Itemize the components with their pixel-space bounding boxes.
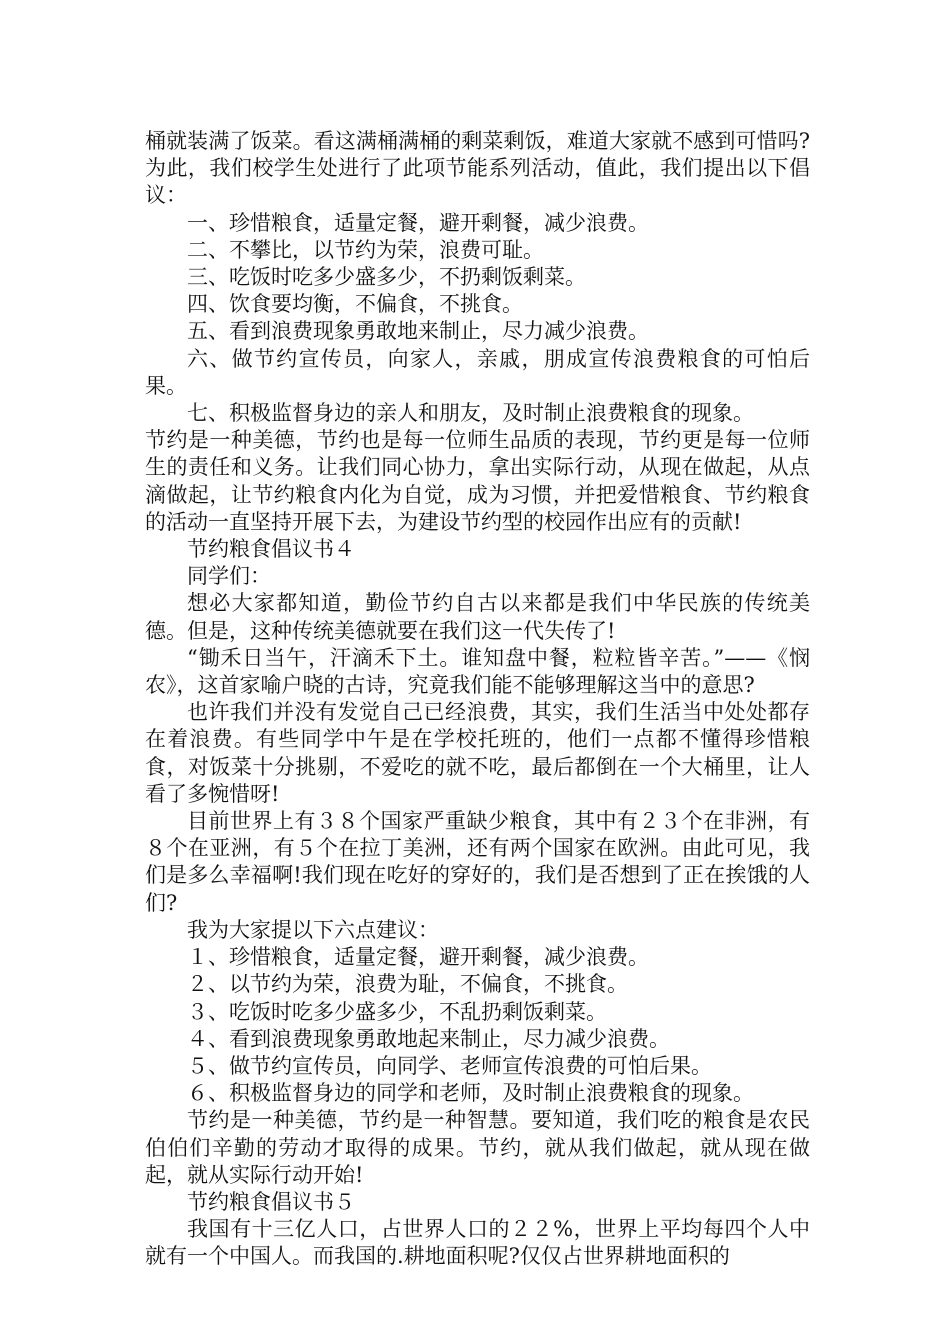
paragraph-13: “锄禾日当午，汗滴禾下土。谁知盘中餐，粒粒皆辛苦。”——《悯农》，这首家喻户晓的古诗，究竟我们能不能够理解这当中的意思? bbox=[145, 645, 810, 698]
section-heading-4: 节约粮食倡议书４ bbox=[187, 537, 355, 562]
salutation: 同学们： bbox=[187, 564, 271, 589]
paragraph-7: 六、做节约宣传员，向家人，亲戚，朋成宣传浪费粮食的可怕后果。 bbox=[145, 346, 810, 398]
paragraph-1: 桶就装满了饭菜。看这满桶满桶的剩菜剩饭，难道大家就不感到可惜吗?为此，我们校学生处进行了此项节能系列活动，值此，我们提出以下倡议： bbox=[145, 129, 810, 208]
document-body bbox=[145, 128, 810, 1271]
paragraph-4: 三、吃饭时吃多少盛多少，不扔剩饭剩菜。 bbox=[187, 265, 586, 290]
paragraph-16: 我为大家提以下六点建议： bbox=[187, 917, 439, 942]
suggestion-5: ５、做节约宣传员，向同学、老师宣传浪费的可怕后果。 bbox=[187, 1053, 712, 1078]
suggestion-3: ３、吃饭时吃多少盛多少，不乱扔剩饭剩菜。 bbox=[187, 999, 607, 1024]
paragraph-15: 目前世界上有３８个国家严重缺少粮食，其中有２３个在非洲，有８个在亚洲，有５个在拉丁美洲，还有两个国家在欧洲。由此可见，我们是多么幸福啊!我们现在吃好的穿好的，我们是否想到了正在挨饿的人们? bbox=[145, 809, 810, 915]
paragraph-5: 四、饮食要均衡，不偏食，不挑食。 bbox=[187, 292, 523, 317]
suggestion-2: ２、以节约为荣，浪费为耻，不偏食，不挑食。 bbox=[187, 972, 628, 997]
paragraph-8: 七、积极监督身边的亲人和朋友，及时制止浪费粮食的现象。 bbox=[187, 401, 754, 426]
paragraph-14: 也许我们并没有发觉自己已经浪费，其实，我们生活当中处处都存在着浪费。有些同学中午是在学校托班的，他们一点都不懂得珍惜粮食，对饭菜十分挑剔，不爱吃的就不吃，最后都倒在一个大桶里，让人看了多惋惜呀! bbox=[145, 700, 810, 806]
paragraph-9: 节约是一种美德，节约也是每一位师生品质的表现，节约更是每一位师生的责任和义务。让我们同心协力，拿出实际行动，从现在做起，从点滴做起，让节约粮食内化为自觉，成为习惯，并把爱惜粮食、节约粮食的活动一直坚持开展下去，为建设节约型的校园作出应有的贡献! bbox=[145, 428, 810, 534]
section-heading-5: 节约粮食倡议书５ bbox=[187, 1189, 355, 1214]
paragraph-23: 节约是一种美德，节约是一种智慧。要知道，我们吃的粮食是农民伯伯们辛勤的劳动才取得的成果。节约，就从我们做起，就从现在做起，就从实际行动开始! bbox=[145, 1108, 810, 1187]
paragraph-25: 我国有十三亿人口，占世界人口的２２%，世界上平均每四个人中就有一个中国人。而我国的.耕地面积呢?仅仅占世界耕地面积的 bbox=[145, 1217, 810, 1269]
paragraph-2: 一、珍惜粮食，适量定餐，避开剩餐，减少浪费。 bbox=[187, 210, 649, 235]
paragraph-3: 二、不攀比，以节约为荣，浪费可耻。 bbox=[187, 237, 544, 262]
suggestion-4: ４、看到浪费现象勇敢地起来制止，尽力减少浪费。 bbox=[187, 1026, 670, 1051]
paragraph-6: 五、看到浪费现象勇敢地来制止，尽力减少浪费。 bbox=[187, 319, 649, 344]
suggestion-6: ６、积极监督身边的同学和老师，及时制止浪费粮食的现象。 bbox=[187, 1081, 754, 1106]
suggestion-1: １、珍惜粮食，适量定餐，避开剩餐，减少浪费。 bbox=[187, 945, 649, 970]
paragraph-12: 想必大家都知道，勤俭节约自古以来都是我们中华民族的传统美德。但是，这种传统美德就要在我们这一代失传了! bbox=[145, 591, 810, 643]
